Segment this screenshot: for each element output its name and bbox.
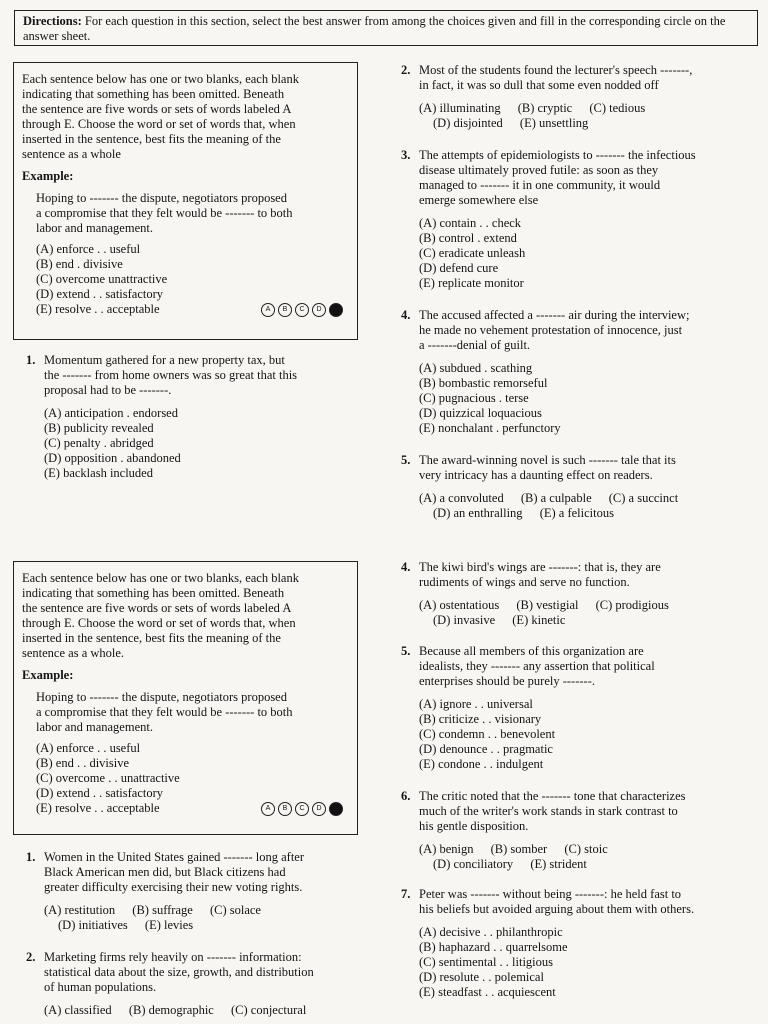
question-line: disease ultimately proved futile: as soon as they [419,163,659,177]
question-line: of human populations. [44,980,157,994]
answer-choice: (D) invasive [433,613,496,627]
question-line: emerge somewhere else [419,193,539,207]
example-label: Example: [22,668,74,682]
answer-choice: (A) anticipation . endorsed [44,406,178,420]
answer-choice: (C) tedious [589,101,646,115]
question-bottom-5 [401,644,756,772]
answer-choice: (A) subdued . scathing [419,361,533,375]
answer-choice: (D) denounce . . pragmatic [419,742,553,756]
answer-choice: (C) stoic [564,842,608,856]
answer-choice: (B) somber [490,842,548,856]
answer-choice: (C) prodigious [595,598,669,612]
question-line: The award-winning novel is such ------- tale that its [419,453,676,467]
answer-choice: (B) control . extend [419,231,517,245]
answer-choice: (B) publicity revealed [44,421,154,435]
question-top-5 [401,453,756,521]
answer-choice: (C) eradicate unleash [419,246,526,260]
answer-choice: (A) illuminating [419,101,501,115]
question-bottom-1 [26,850,371,933]
question-top-4 [401,308,756,436]
example-label: Example: [22,169,74,183]
example-answer-bubbles [261,302,343,317]
question-line: the ------- from home owners was so great that this [44,368,298,382]
answer-choice: (B) suffrage [132,903,193,917]
question-number: 2. [26,950,36,964]
question-line: a -------denial of guilt. [419,338,531,352]
question-line: his beliefs but avoided arguing about them with others. [419,902,695,916]
question-bottom-6 [401,789,756,872]
question-line: managed to ------- it in one community, it would [419,178,661,192]
answer-choice: (C) solace [209,903,261,917]
answer-choice: (B) demographic [128,1003,214,1017]
question-line: he made no vehement protestation of innocence, just [419,323,683,337]
answer-choice: (B) criticize . . visionary [419,712,542,726]
answer-choice: (A) decisive . . philanthropic [419,925,563,939]
example-choice: (E) resolve . . acceptable [36,302,160,316]
question-line: in fact, it was so dull that some even nodded off [419,78,659,92]
instruction-line: sentence as a whole [22,147,121,161]
question-line: rudiments of wings and serve no function. [419,575,630,589]
answer-choice: (E) unsettling [519,116,589,130]
bubble-c: C [295,303,309,317]
answer-choice: (D) quizzical loquacious [419,406,542,420]
directions-text: For each question in this section, select the best answer from among the choices given and fill in the corresponding circle on the answer sheet. [23,14,726,43]
bubble-e-filled: E [329,802,343,816]
answer-choice: (E) replicate monitor [419,276,524,290]
question-bottom-7 [401,887,756,1000]
question-bottom-2 [26,950,371,1018]
example-line: a compromise that they felt would be ------- to both [36,705,293,719]
example-line: Hoping to ------- the dispute, negotiators proposed [36,690,287,704]
bubble-a: A [261,802,275,816]
answer-choice: (C) sentimental . . litigious [419,955,554,969]
answer-choice: (D) an enthralling [433,506,523,520]
instruction-line: indicating that something has been omitted. Beneath [22,87,285,101]
question-number: 4. [401,560,411,574]
answer-choice: (D) initiatives [58,918,128,932]
directions-box [14,10,758,46]
example-choice: (D) extend . . satisfactory [36,786,164,800]
answer-choice: (A) restitution [44,903,116,917]
question-line: Women in the United States gained ------- long after [44,850,305,864]
instructions-box-1 [13,62,358,340]
answer-choice: (B) cryptic [517,101,573,115]
instruction-line: through E. Choose the word or set of words that, when [22,616,296,630]
answer-choice: (E) levies [144,918,194,932]
question-line: Momentum gathered for a new property tax, but [44,353,285,367]
question-number: 1. [26,353,36,367]
question-number: 4. [401,308,411,322]
question-line: The kiwi bird's wings are -------: that is, they are [419,560,661,574]
answer-choice: (B) a culpable [520,491,592,505]
example-choice: (E) resolve . . acceptable [36,801,160,815]
answer-choice: (E) backlash included [44,466,153,480]
answer-choice: (C) a succinct [608,491,679,505]
instruction-line: inserted in the sentence, best fits the meaning of the [22,631,281,645]
instruction-line: indicating that something has been omitted. Beneath [22,586,285,600]
bubble-d: D [312,303,326,317]
question-line: statistical data about the size, growth, and distribution [44,965,314,979]
example-choices [36,741,349,816]
question-number: 7. [401,887,411,901]
answer-choice: (C) penalty . abridged [44,436,154,450]
answer-choice: (D) opposition . abandoned [44,451,181,465]
example-line: a compromise that they felt would be ------- to both [36,206,293,220]
example-line: labor and management. [36,720,153,734]
answer-choice: (E) kinetic [512,613,566,627]
example-choices [36,242,349,317]
instruction-line: Each sentence below has one or two blanks, each blank [22,571,299,585]
question-line: Marketing firms rely heavily on ------- information: [44,950,302,964]
question-number: 5. [401,644,411,658]
bubble-d: D [312,802,326,816]
question-line: enterprises should be purely -------. [419,674,595,688]
question-line: The attempts of epidemiologists to ------- the infectious [419,148,696,162]
answer-choice: (E) steadfast . . acquiescent [419,985,556,999]
instruction-line: the sentence are five words or sets of words labeled A [22,601,292,615]
question-line: much of the writer's work stands in stark contrast to [419,804,678,818]
answer-choice: (E) condone . . indulgent [419,757,544,771]
question-bottom-4 [401,560,756,628]
question-line: his gentle disposition. [419,819,529,833]
example-answer-bubbles [261,801,343,816]
answer-choice: (A) classified [44,1003,112,1017]
question-top-3 [401,148,756,291]
bubble-c: C [295,802,309,816]
instruction-line: the sentence are five words or sets of words labeled A [22,102,292,116]
instruction-line: sentence as a whole. [22,646,125,660]
question-number: 1. [26,850,36,864]
example-choice: (B) end . divisive [36,257,123,271]
instruction-line: inserted in the sentence, best fits the meaning of the [22,132,281,146]
question-number: 5. [401,453,411,467]
question-top-1 [26,353,356,481]
answer-choice: (A) benign [419,842,474,856]
answer-choice: (D) defend cure [419,261,499,275]
answer-choice: (C) pugnacious . terse [419,391,529,405]
instruction-line: through E. Choose the word or set of words that, when [22,117,296,131]
bubble-a: A [261,303,275,317]
example-choice: (C) overcome unattractive [36,272,168,286]
instructions-box-2 [13,561,358,835]
answer-choice: (A) ignore . . universal [419,697,533,711]
directions-label: Directions: [23,14,82,28]
answer-choice: (B) vestigial [516,598,579,612]
answer-choice: (E) a felicitous [539,506,614,520]
question-line: very intricacy has a daunting effect on readers. [419,468,653,482]
example-choice: (B) end . . divisive [36,756,130,770]
answer-choice: (E) strident [530,857,587,871]
question-line: The critic noted that the ------- tone that characterizes [419,789,686,803]
example-choice: (D) extend . . satisfactory [36,287,164,301]
example-line: labor and management. [36,221,153,235]
question-line: Black American men did, but Black citizens had [44,865,286,879]
answer-choice: (D) resolute . . polemical [419,970,544,984]
answer-choice: (B) bombastic remorseful [419,376,548,390]
bubble-b: B [278,802,292,816]
example-choice: (A) enforce . . useful [36,741,141,755]
question-number: 6. [401,789,411,803]
question-number: 3. [401,148,411,162]
question-line: Most of the students found the lecturer's speech -------, [419,63,693,77]
bubble-b: B [278,303,292,317]
question-number: 2. [401,63,411,77]
answer-choice: (C) conjectural [230,1003,307,1017]
question-line: Peter was ------- without being -------: he held fast to [419,887,682,901]
answer-choice: (B) haphazard . . quarrelsome [419,940,568,954]
example-choice: (C) overcome . . unattractive [36,771,180,785]
question-top-2 [401,63,756,131]
answer-choice: (A) contain . . check [419,216,522,230]
question-line: The accused affected a ------- air during the interview; [419,308,690,322]
answer-choice: (D) conciliatory [433,857,514,871]
answer-choice: (A) ostentatious [419,598,500,612]
question-line: idealists, they ------- any assertion that political [419,659,655,673]
answer-choice: (A) a convoluted [419,491,504,505]
answer-choice: (E) nonchalant . perfunctory [419,421,561,435]
bubble-e-filled: E [329,303,343,317]
example-choice: (A) enforce . . useful [36,242,141,256]
answer-choice: (D) disjointed [433,116,503,130]
example-line: Hoping to ------- the dispute, negotiators proposed [36,191,287,205]
question-line: greater difficulty exercising their new voting rights. [44,880,303,894]
instruction-line: Each sentence below has one or two blanks, each blank [22,72,299,86]
question-line: proposal had to be -------. [44,383,172,397]
answer-choice: (C) condemn . . benevolent [419,727,556,741]
question-line: Because all members of this organization are [419,644,644,658]
